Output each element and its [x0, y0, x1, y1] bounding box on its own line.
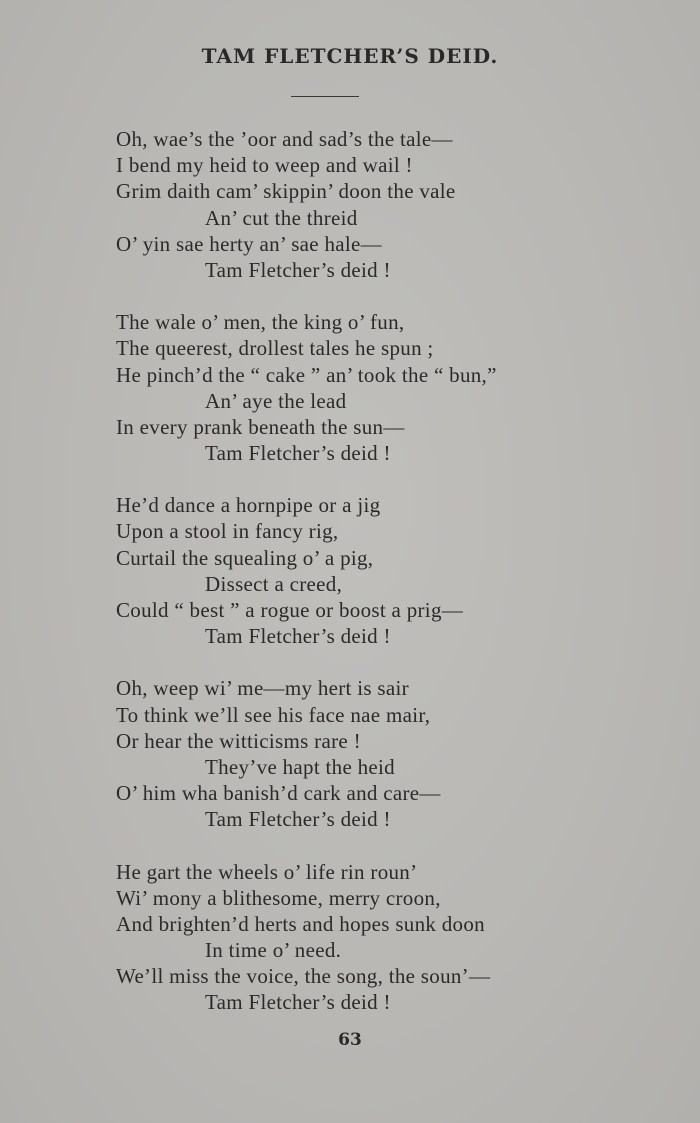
poem-line: Could “ best ” a rogue or boost a prig— — [116, 598, 464, 622]
poem-line: The queerest, drollest tales he spun ; — [116, 336, 434, 361]
poem-line: Wi’ mony a blithesome, merry croon, — [116, 885, 441, 910]
poem-line-indented: An’ cut the threid — [205, 205, 358, 230]
poem-line: Oh, wae’s the ’oor and sad’s the tale— — [116, 127, 453, 151]
poem-title: TAM FLETCHER’S DEID. — [201, 44, 499, 68]
poem-body — [116, 126, 686, 1042]
poem-line: Or hear the witticisms rare ! — [116, 728, 361, 753]
poem-line: Curtail the squealing o’ a pig, — [116, 545, 374, 570]
poem-line: I bend my heid to weep and wail ! — [116, 153, 413, 178]
poem-line: O’ yin sae herty an’ sae hale— — [116, 231, 382, 256]
poem-line: Upon a stool in fancy rig, — [116, 519, 339, 544]
poem-refrain: Tam Fletcher’s deid ! — [205, 990, 391, 1015]
poem-refrain: Tam Fletcher’s deid ! — [205, 441, 391, 466]
stanza — [116, 859, 686, 1016]
poem-line-indented: They’ve hapt the heid — [205, 754, 395, 779]
stanza — [116, 492, 686, 649]
poem-line: We’ll miss the voice, the song, the soun’— — [116, 964, 491, 989]
poem-line-indented: An’ aye the lead — [205, 388, 347, 413]
poem-line: He gart the wheels o’ life rin roun’ — [116, 859, 418, 884]
stanza — [116, 126, 686, 283]
poem-line: The wale o’ men, the king o’ fun, — [116, 310, 405, 335]
stanza — [116, 309, 686, 466]
poem-line: And brighten’d herts and hopes sunk doon — [116, 911, 485, 936]
stanza — [116, 675, 686, 832]
poem-refrain: Tam Fletcher’s deid ! — [205, 624, 391, 649]
poem-line: Grim daith cam’ skippin’ doon the vale — [116, 179, 456, 204]
page-number: 63 — [338, 1030, 362, 1050]
poem-refrain: Tam Fletcher’s deid ! — [205, 807, 391, 832]
poem-line: He’d dance a hornpipe or a jig — [116, 493, 381, 518]
poem-line: In every prank beneath the sun— — [116, 414, 405, 439]
poem-line-indented: Dissect a creed, — [205, 571, 343, 596]
poem-line-indented: In time o’ need. — [205, 938, 342, 963]
poem-line: He pinch’d the “ cake ” an’ took the “ bun,” — [116, 362, 497, 387]
title-divider — [291, 96, 359, 97]
poem-line: To think we’ll see his face nae mair, — [116, 702, 431, 727]
poem-refrain: Tam Fletcher’s deid ! — [205, 257, 391, 282]
poem-line: O’ him wha banish’d cark and care— — [116, 781, 441, 806]
poem-line: Oh, weep wi’ me—my hert is sair — [116, 676, 409, 701]
